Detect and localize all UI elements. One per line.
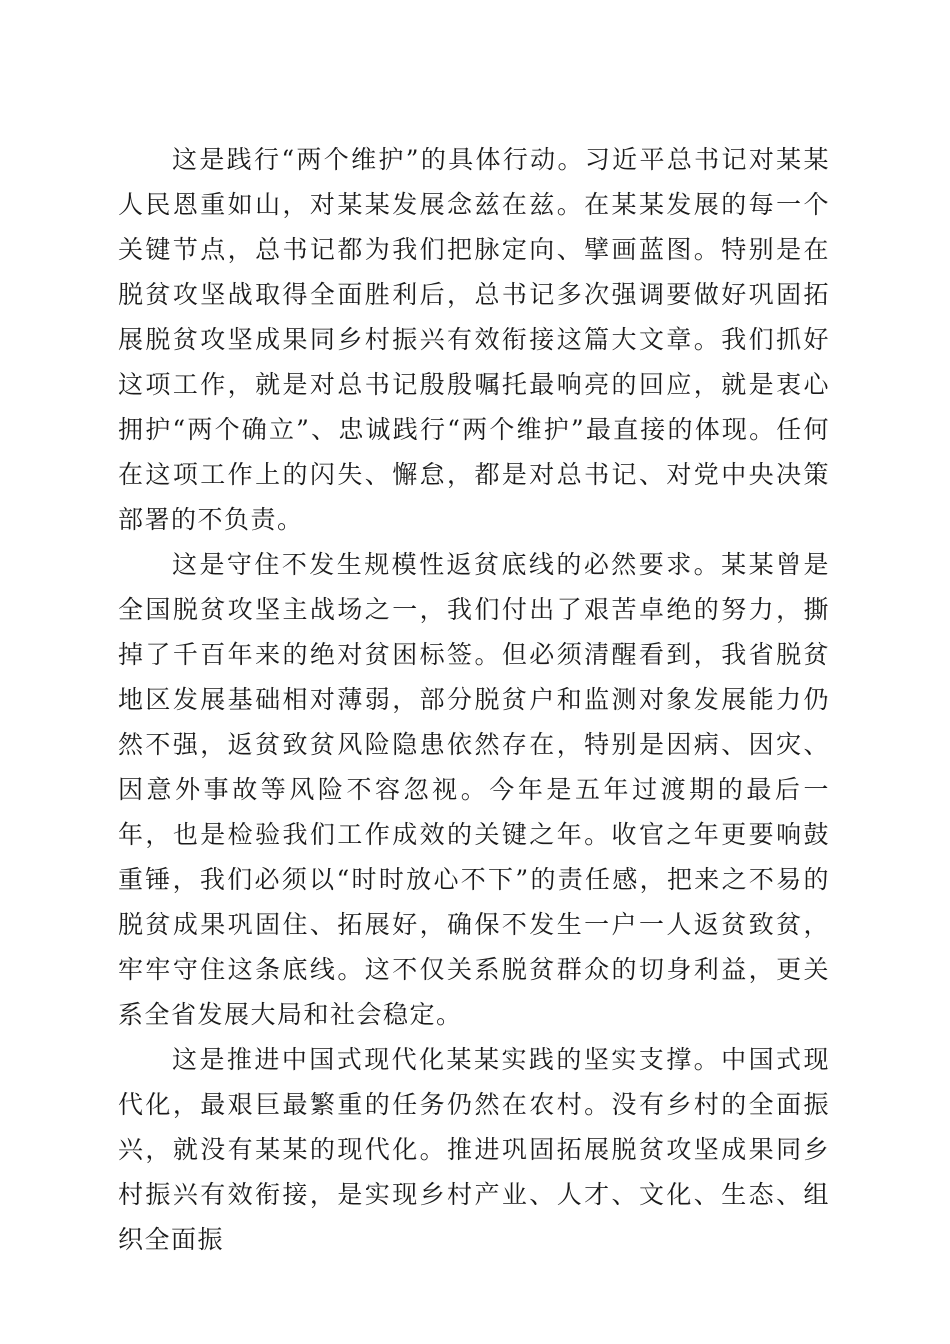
document-body [118,137,830,1262]
paragraph-poverty-baseline: 这是守住不发生规模性返贫底线的必然要求。某某曾是全国脱贫攻坚主战场之一，我们付出了艰苦卓绝的努力，撕掉了千百年来的绝对贫困标签。但必须清醒看到，我省脱贫地区发展基础相对薄弱，部分脱贫户和监测对象发展能力仍然不强，返贫致贫风险隐患依然存在，特别是因病、因灾、因意外事故等风险不容忽视。今年是五年过渡期的最后一年，也是检验我们工作成效的关键之年。收官之年更要响鼓重锤，我们必须以“时时放心不下”的责任感，把来之不易的脱贫成果巩固住、拓展好，确保不发生一户一人返贫致贫，牢牢守住这条底线。这不仅关系脱贫群众的切身利益，更关系全省发展大局和社会稳定。 [118,550,830,1029]
paragraph-modernization: 这是推进中国式现代化某某实践的坚实支撑。中国式现代化，最艰巨最繁重的任务仍然在农村。没有乡村的全面振兴，就没有某某的现代化。推进巩固拓展脱贫攻坚成果同乡村振兴有效衔接，是实现乡村产业、人才、文化、生态、组织全面振 [118,1045,830,1254]
paragraph-two-safeguards: 这是践行“两个维护”的具体行动。习近平总书记对某某人民恩重如山，对某某发展念兹在兹。在某某发展的每一个关键节点，总书记都为我们把脉定向、擘画蓝图。特别是在脱贫攻坚战取得全面胜利后，总书记多次强调要做好巩固拓展脱贫攻坚成果同乡村振兴有效衔接这篇大文章。我们抓好这项工作，就是对总书记殷殷嘱托最响亮的回应，就是衷心拥护“两个确立”、忠诚践行“两个维护”最直接的体现。任何在这项工作上的闪失、懈怠，都是对总书记、对党中央决策部署的不负责。 [118,145,830,534]
